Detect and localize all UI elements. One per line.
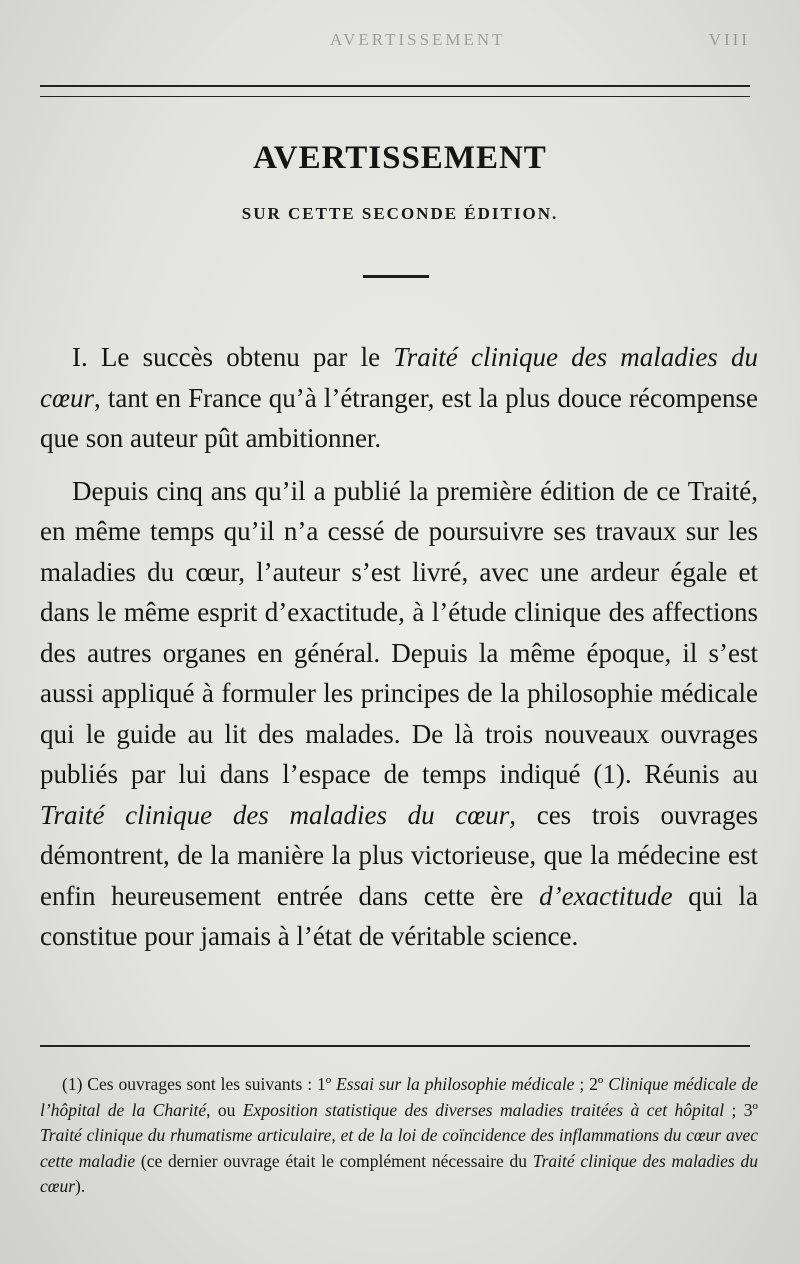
italic-run: Traité clinique des maladies du cœur [40, 342, 758, 413]
text-run: (ce dernier ouvrage était le complément nécessaire du [135, 1150, 533, 1171]
text-run: , ces trois ouvrages démontrent, de la manière la plus victorieuse, que la médecine est enfin heureusement entrée dans cette ère [40, 799, 758, 911]
page-title: AVERTISSEMENT [253, 140, 547, 176]
text-run: (1) Ces ouvrages sont les suivants : 1º [62, 1074, 337, 1094]
text-run: , ou [206, 1099, 243, 1120]
body-text [40, 337, 758, 957]
italic-run: Traité clinique des maladies du cœur [40, 1150, 758, 1197]
header-double-rule [40, 85, 750, 97]
footnote-text [40, 1072, 758, 1200]
text-run: ; 2º [574, 1074, 609, 1094]
page-number: VIII [708, 30, 750, 49]
italic-run: Exposition statistique des diverses maladies traitées à cet hôpital [242, 1099, 725, 1120]
text-run: I. Le succès obtenu par le [72, 342, 394, 372]
footnote-rule [40, 1045, 750, 1047]
text-run: ). [75, 1176, 86, 1197]
italic-run: d’exactitude [539, 880, 673, 911]
page-subtitle: SUR CETTE SECONDE ÉDITION. [241, 204, 559, 223]
text-run: , tant en France qu’à l’étranger, est la plus douce récompense que son auteur pût ambitionner. [40, 382, 758, 453]
title-separator-rule [363, 275, 429, 278]
italic-run: Traité clinique des maladies du cœur [40, 799, 510, 830]
italic-run: Clinique médicale de l’hôpital de la Charité [40, 1074, 758, 1120]
running-head-title: AVERTISSEMENT [330, 30, 506, 49]
text-run: Depuis cinq ans qu’il a publié la première édition de ce Traité, en même temps qu’il n’a cessé de poursuivre ses travaux sur les maladies du cœur, l’auteur s’est livré, avec une ardeur égale et dans le même esprit d’exactitude, à l’étude clinique des affections des autres organes en général. Depuis la même époque, il s’est aussi appliqué à formuler les principes de la philosophie médicale qui le guide au lit des malades. De là trois nouveaux ouvrages publiés par lui dans l’espace de temps indiqué (1). Réunis au [40, 475, 758, 789]
running-head [40, 30, 750, 54]
italic-run: Traité clinique du rhumatisme articulaire, et de la loi de coïncidence des inflammations du cœur avec cette maladie [40, 1125, 758, 1171]
paragraph-1 [40, 337, 758, 459]
paragraph-2 [40, 471, 758, 957]
footnote [40, 1072, 758, 1200]
text-run: ; 3º [724, 1099, 758, 1120]
text-run: qui la constitue pour jamais à l’état de véritable science. [40, 880, 758, 951]
italic-run: Essai sur la philosophie médicale [336, 1074, 575, 1094]
